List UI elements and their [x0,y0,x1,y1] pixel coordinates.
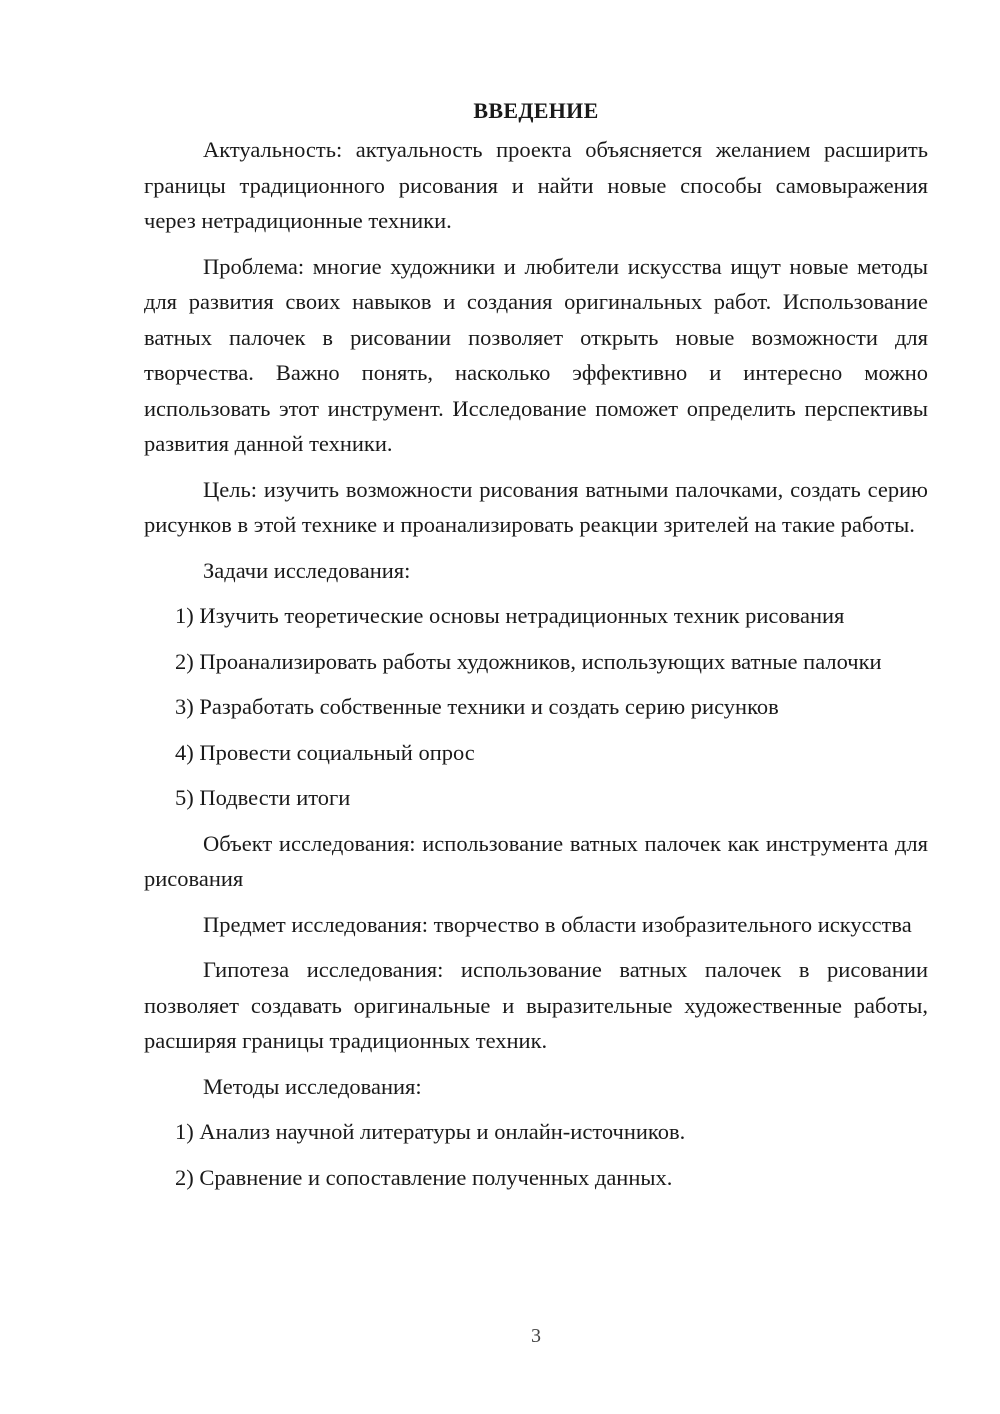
paragraph-problem: Проблема: многие художники и любители искусства ищут новые методы для развития своих навыков и создания оригинальных работ. Использование ватных палочек в рисовании позволяет открыть новые возможности для творчества. Важно понять, насколько эффективно и интересно можно использовать этот инструмент. Исследование поможет определить перспективы развития данной техники. [144,253,928,456]
paragraph-hypothesis: Гипотеза исследования: использование ватных палочек в рисовании позволяет создавать оригинальные и выразительные художественные работы, расширяя границы традиционных техник. [144,957,928,1053]
page-number: 3 [531,1325,541,1347]
task-item: 2) Проанализировать работы художников, использующих ватные палочки [175,648,882,674]
task-item: 3) Разработать собственные техники и создать серию рисунков [175,694,779,719]
document-page [144,94,928,1205]
paragraph-relevance: Актуальность: актуальность проекта объясняется желанием расширить границы традиционного рисования и найти новые способы самовыражения через нетрадиционные техники. [144,137,928,233]
paragraph-subject: Предмет исследования: творчество в области изобразительного искусства [203,911,912,937]
method-item: 1) Анализ научной литературы и онлайн-источников. [175,1119,686,1144]
task-item: 1) Изучить теоретические основы нетрадиционных техник рисования [175,603,845,628]
paragraph-goal: Цель: изучить возможности рисования ватными палочками, создать серию рисунков в этой технике и проанализировать реакции зрителей на такие работы. [144,476,928,537]
paragraph-object: Объект исследования: использование ватных палочек как инструмента для рисования [144,830,928,891]
task-item: 4) Провести социальный опрос [175,739,475,765]
task-item: 5) Подвести итоги [175,785,351,810]
page-title: ВВЕДЕНИЕ [473,98,599,123]
methods-heading: Методы исследования: [203,1073,422,1099]
method-item: 2) Сравнение и сопоставление полученных данных. [175,1164,673,1190]
tasks-heading: Задачи исследования: [203,557,411,583]
